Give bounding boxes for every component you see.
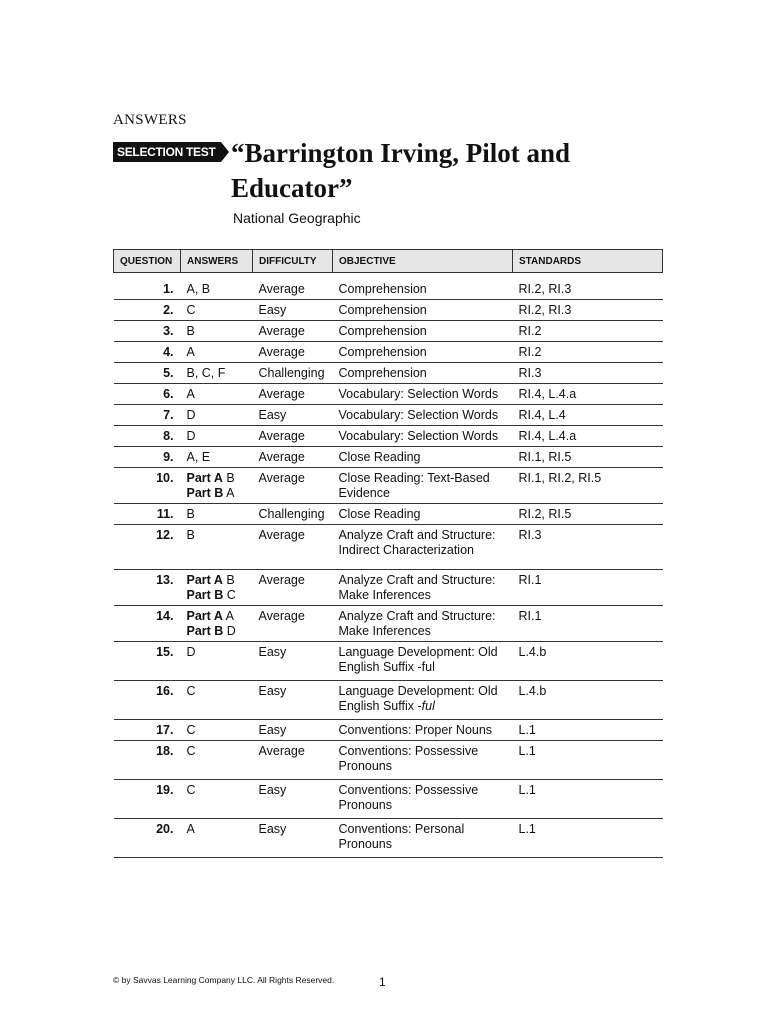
objective-line: Comprehension <box>338 303 427 317</box>
table-row <box>114 426 663 447</box>
difficulty-cell: Easy <box>253 681 333 720</box>
answer-cell <box>181 300 253 321</box>
answer-value: A <box>186 345 195 359</box>
difficulty-cell: Easy <box>253 720 333 741</box>
standards-cell: L.4.b <box>513 642 663 681</box>
answers-label: ANSWERS <box>113 112 187 128</box>
standards-cell: L.1 <box>513 720 663 741</box>
answer-value: B <box>186 324 195 338</box>
question-number: 4. <box>114 342 181 363</box>
standards-cell: RI.1 <box>513 570 663 606</box>
part-label: Part B <box>186 624 224 638</box>
question-number: 2. <box>114 300 181 321</box>
objective-line: Comprehension <box>338 345 427 359</box>
objective-cell <box>333 273 513 300</box>
objective-cell <box>333 426 513 447</box>
objective-cell <box>333 363 513 384</box>
answer-value: B <box>186 507 195 521</box>
part-label: Part A <box>186 471 223 485</box>
objective-cell <box>333 720 513 741</box>
standards-cell: L.1 <box>513 819 663 858</box>
objective-line: Pronouns <box>338 837 393 851</box>
objective-line: English Suffix -ful <box>338 699 435 713</box>
answer-key-table <box>113 249 663 858</box>
objective-line: Evidence <box>338 486 390 500</box>
objective-line: Vocabulary: Selection Words <box>338 387 499 401</box>
part-label: Part B <box>186 486 224 500</box>
answer-cell <box>181 720 253 741</box>
answer-cell <box>181 642 253 681</box>
difficulty-cell: Average <box>253 426 333 447</box>
standards-cell: L.4.b <box>513 681 663 720</box>
answer-value: D <box>186 645 196 659</box>
standards-cell: RI.2, RI.3 <box>513 300 663 321</box>
objective-line: Close Reading: Text-Based <box>338 471 490 485</box>
table-row <box>114 447 663 468</box>
objective-line: Vocabulary: Selection Words <box>338 429 499 443</box>
standards-cell: RI.3 <box>513 525 663 570</box>
difficulty-cell: Average <box>253 321 333 342</box>
answer-value: C <box>186 684 196 698</box>
objective-cell <box>333 342 513 363</box>
question-number: 15. <box>114 642 181 681</box>
objective-cell <box>333 606 513 642</box>
objective-cell <box>333 405 513 426</box>
answer-cell <box>181 504 253 525</box>
difficulty-cell: Challenging <box>253 504 333 525</box>
answer-value: B <box>222 573 235 587</box>
objective-line: Analyze Craft and Structure: <box>338 573 496 587</box>
objective-cell <box>333 741 513 780</box>
question-number: 17. <box>114 720 181 741</box>
objective-line: English Suffix -ful <box>338 660 435 674</box>
table-row <box>114 525 663 570</box>
standards-cell: RI.2 <box>513 321 663 342</box>
question-number: 20. <box>114 819 181 858</box>
table-row <box>114 405 663 426</box>
part-label: Part B <box>186 588 224 602</box>
objective-cell <box>333 780 513 819</box>
difficulty-cell: Average <box>253 342 333 363</box>
question-number: 18. <box>114 741 181 780</box>
objective-line: Comprehension <box>338 366 427 380</box>
answer-value: B <box>186 528 195 542</box>
standards-cell: L.1 <box>513 741 663 780</box>
difficulty-cell: Easy <box>253 642 333 681</box>
answer-value: A <box>186 822 195 836</box>
answer-cell <box>181 570 253 606</box>
table-row <box>114 780 663 819</box>
page-number: 1 <box>379 975 386 989</box>
question-number: 11. <box>114 504 181 525</box>
objective-cell <box>333 642 513 681</box>
difficulty-cell: Average <box>253 741 333 780</box>
difficulty-cell: Easy <box>253 300 333 321</box>
standards-cell: L.1 <box>513 780 663 819</box>
question-number: 12. <box>114 525 181 570</box>
question-number: 3. <box>114 321 181 342</box>
table-row <box>114 606 663 642</box>
question-number: 14. <box>114 606 181 642</box>
table-row <box>114 273 663 300</box>
standards-cell: RI.1, RI.5 <box>513 447 663 468</box>
table-row <box>114 570 663 606</box>
table-row <box>114 363 663 384</box>
question-number: 5. <box>114 363 181 384</box>
part-label: Part A <box>186 573 223 587</box>
answer-cell <box>181 363 253 384</box>
page-subtitle: National Geographic <box>233 210 361 226</box>
objective-line: Comprehension <box>338 324 427 338</box>
table-row <box>114 819 663 858</box>
answer-cell <box>181 321 253 342</box>
answer-cell <box>181 405 253 426</box>
table-row <box>114 468 663 504</box>
objective-line: Indirect Characterization <box>338 543 474 557</box>
answer-cell <box>181 780 253 819</box>
answer-value: C <box>223 588 236 602</box>
question-number: 16. <box>114 681 181 720</box>
page-title: “Barrington Irving, Pilot and Educator” <box>231 138 571 203</box>
answer-cell <box>181 384 253 405</box>
answer-value: D <box>186 408 196 422</box>
question-number: 7. <box>114 405 181 426</box>
table-row <box>114 342 663 363</box>
selection-test-badge: SELECTION TEST <box>113 142 221 162</box>
objective-cell <box>333 468 513 504</box>
table-row <box>114 720 663 741</box>
answer-cell <box>181 681 253 720</box>
copyright-notice: © by Savvas Learning Company LLC. All Rights Reserved. <box>113 975 335 985</box>
objective-line: Close Reading <box>338 450 421 464</box>
objective-line: Make Inferences <box>338 588 431 602</box>
objective-line: Vocabulary: Selection Words <box>338 408 499 422</box>
objective-line: Comprehension <box>338 282 427 296</box>
answer-value: C <box>186 783 196 797</box>
standards-cell: RI.1 <box>513 606 663 642</box>
standards-cell: RI.4, L.4.a <box>513 426 663 447</box>
difficulty-cell: Average <box>253 273 333 300</box>
question-number: 10. <box>114 468 181 504</box>
objective-cell <box>333 819 513 858</box>
part-label: Part A <box>186 609 223 623</box>
table-row <box>114 681 663 720</box>
difficulty-cell: Average <box>253 468 333 504</box>
table-row <box>114 741 663 780</box>
column-header-difficulty: DIFFICULTY <box>253 250 333 273</box>
standards-cell: RI.4, L.4.a <box>513 384 663 405</box>
answer-value: B, C, F <box>186 366 226 380</box>
objective-line: Pronouns <box>338 759 393 773</box>
answer-value: A <box>222 609 234 623</box>
table-row <box>114 384 663 405</box>
column-header-answers: ANSWERS <box>181 250 253 273</box>
objective-cell <box>333 504 513 525</box>
standards-cell: RI.2, RI.3 <box>513 273 663 300</box>
question-number: 9. <box>114 447 181 468</box>
answer-cell <box>181 741 253 780</box>
standards-cell: RI.3 <box>513 363 663 384</box>
difficulty-cell: Challenging <box>253 363 333 384</box>
table-row <box>114 504 663 525</box>
difficulty-cell: Easy <box>253 780 333 819</box>
objective-line: Analyze Craft and Structure: <box>338 528 496 542</box>
answer-cell <box>181 273 253 300</box>
answer-cell <box>181 525 253 570</box>
question-number: 8. <box>114 426 181 447</box>
answer-cell <box>181 342 253 363</box>
objective-line: Close Reading <box>338 507 421 521</box>
answer-value: D <box>223 624 236 638</box>
difficulty-cell: Average <box>253 384 333 405</box>
table-header-row <box>114 250 663 273</box>
objective-cell <box>333 681 513 720</box>
question-number: 1. <box>114 273 181 300</box>
answer-cell <box>181 819 253 858</box>
difficulty-cell: Easy <box>253 819 333 858</box>
standards-cell: RI.1, RI.2, RI.5 <box>513 468 663 504</box>
answer-value: C <box>186 723 196 737</box>
objective-line: Analyze Craft and Structure: <box>338 609 496 623</box>
answer-cell <box>181 447 253 468</box>
table-row <box>114 321 663 342</box>
difficulty-cell: Easy <box>253 405 333 426</box>
table-row <box>114 642 663 681</box>
objective-line: Pronouns <box>338 798 393 812</box>
objective-line: Make Inferences <box>338 624 431 638</box>
standards-cell: RI.4, L.4 <box>513 405 663 426</box>
objective-line: Language Development: Old <box>338 645 498 659</box>
difficulty-cell: Average <box>253 525 333 570</box>
difficulty-cell: Average <box>253 570 333 606</box>
column-header-objective: OBJECTIVE <box>333 250 513 273</box>
answer-value: A <box>223 486 235 500</box>
objective-line: Conventions: Possessive <box>338 744 479 758</box>
column-header-question: QUESTION <box>114 250 181 273</box>
objective-line: Conventions: Possessive <box>338 783 479 797</box>
answer-cell <box>181 606 253 642</box>
answer-value: A, E <box>186 450 211 464</box>
objective-cell <box>333 570 513 606</box>
difficulty-cell: Average <box>253 606 333 642</box>
objective-cell <box>333 525 513 570</box>
standards-cell: RI.2, RI.5 <box>513 504 663 525</box>
objective-cell <box>333 384 513 405</box>
objective-line: Conventions: Personal <box>338 822 465 836</box>
objective-cell <box>333 447 513 468</box>
objective-cell <box>333 300 513 321</box>
answer-value: D <box>186 429 196 443</box>
objective-cell <box>333 321 513 342</box>
question-number: 13. <box>114 570 181 606</box>
table-row <box>114 300 663 321</box>
difficulty-cell: Average <box>253 447 333 468</box>
answer-cell <box>181 426 253 447</box>
objective-line: Conventions: Proper Nouns <box>338 723 493 737</box>
column-header-standards: STANDARDS <box>513 250 663 273</box>
answer-value: A, B <box>186 282 211 296</box>
question-number: 6. <box>114 384 181 405</box>
question-number: 19. <box>114 780 181 819</box>
answer-value: C <box>186 744 196 758</box>
answer-value: A <box>186 387 195 401</box>
answer-value: B <box>222 471 235 485</box>
standards-cell: RI.2 <box>513 342 663 363</box>
objective-line: Language Development: Old <box>338 684 498 698</box>
answer-cell <box>181 468 253 504</box>
answer-value: C <box>186 303 196 317</box>
